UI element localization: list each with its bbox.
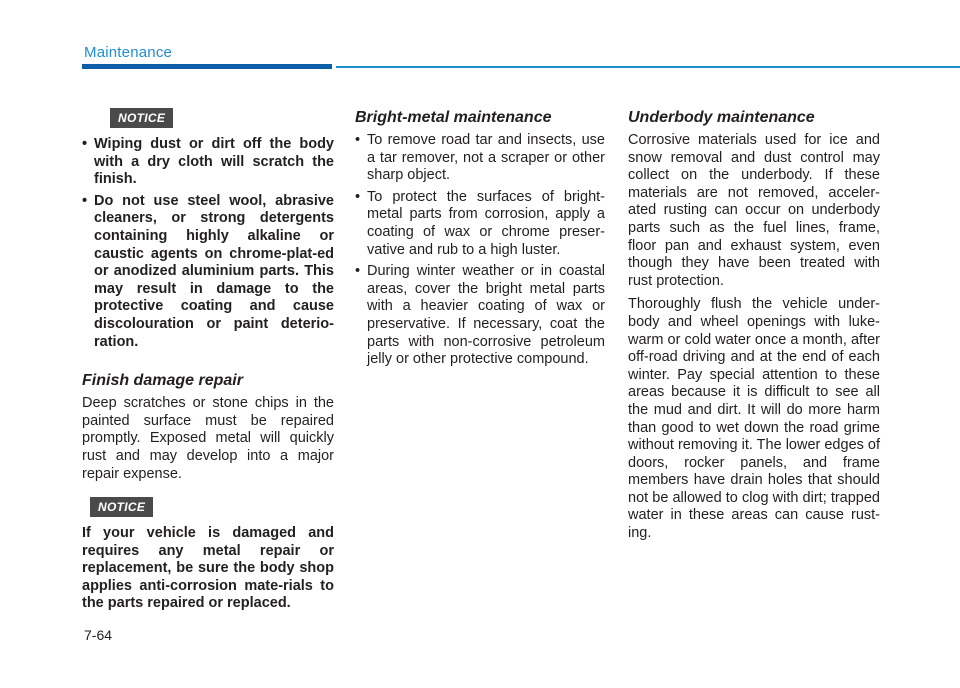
list-item: • To remove road tar and insects, use a tar remover, not a scraper or other sharp object.	[355, 132, 605, 185]
header-rule-light	[336, 66, 960, 68]
header-rule-dark	[82, 64, 332, 69]
notice-list	[82, 136, 334, 351]
underbody-heading: Underbody maintenance	[628, 109, 815, 126]
page-number: 7-64	[84, 627, 113, 643]
list-item: • Wiping dust or dirt off the body with a dry cloth will scratch the finish.	[82, 136, 334, 189]
notice-text: If your vehicle is damaged and requires any metal repair or replacement, be sure the body shop applies anti-corrosion mate-rials to the parts repaired or replaced.	[82, 525, 334, 612]
underbody-para-1: Corrosive materials used for ice and snow removal and dust control may collect on the underbody. If these materials are not removed, acceler-ated rusting can occur on underbody parts such as the fuel lines, frame, floor pan and exhaust system, even though they have been treated with rust protection.	[628, 132, 880, 289]
notice-badge-2: NOTICE	[90, 497, 153, 517]
underbody-para-2: Thoroughly flush the vehicle under-body and wheel openings with luke-warm or cold water once a month, after off-road driving and at the end of each winter. Pay special attention to these areas because it is difficult to see all the mud and dirt. It will do more harm than good to wet down the road grime without removing it. The lower edges of doors, rocker panels, and frame members have drain holes that should not be allowed to clog with dirt; trapped water in these areas can cause rust-ing.	[628, 296, 881, 542]
section-title: Maintenance	[84, 44, 173, 61]
finish-damage-text: Deep scratches or stone chips in the painted surface must be repaired promptly. Exposed metal will quickly rust and may develop into a major repair expense.	[82, 395, 334, 482]
column-right	[628, 108, 880, 549]
notice-badge: NOTICE	[110, 108, 173, 128]
column-middle	[355, 108, 605, 373]
list-item: • Do not use steel wool, abrasive cleaners, or strong detergents containing highly alkaline or caustic agents on chrome-plat-ed or anodized aluminium parts. This may result in damage to the protective coating and cause discolouration or paint deterio-ration.	[82, 193, 334, 351]
bright-metal-heading: Bright-metal maintenance	[355, 109, 552, 126]
finish-damage-heading: Finish damage repair	[82, 372, 243, 390]
column-left	[82, 108, 334, 619]
bright-metal-list	[355, 132, 605, 369]
list-item: • To protect the surfaces of bright-metal parts from corrosion, apply a coating of wax or chrome preser-vative and rub to a high luster.	[355, 189, 605, 259]
list-item: • During winter weather or in coastal areas, cover the bright metal parts with a heavier coating of wax or preservative. If necessary, coat the parts with non-corrosive petroleum jelly or other protective compound.	[355, 263, 605, 369]
